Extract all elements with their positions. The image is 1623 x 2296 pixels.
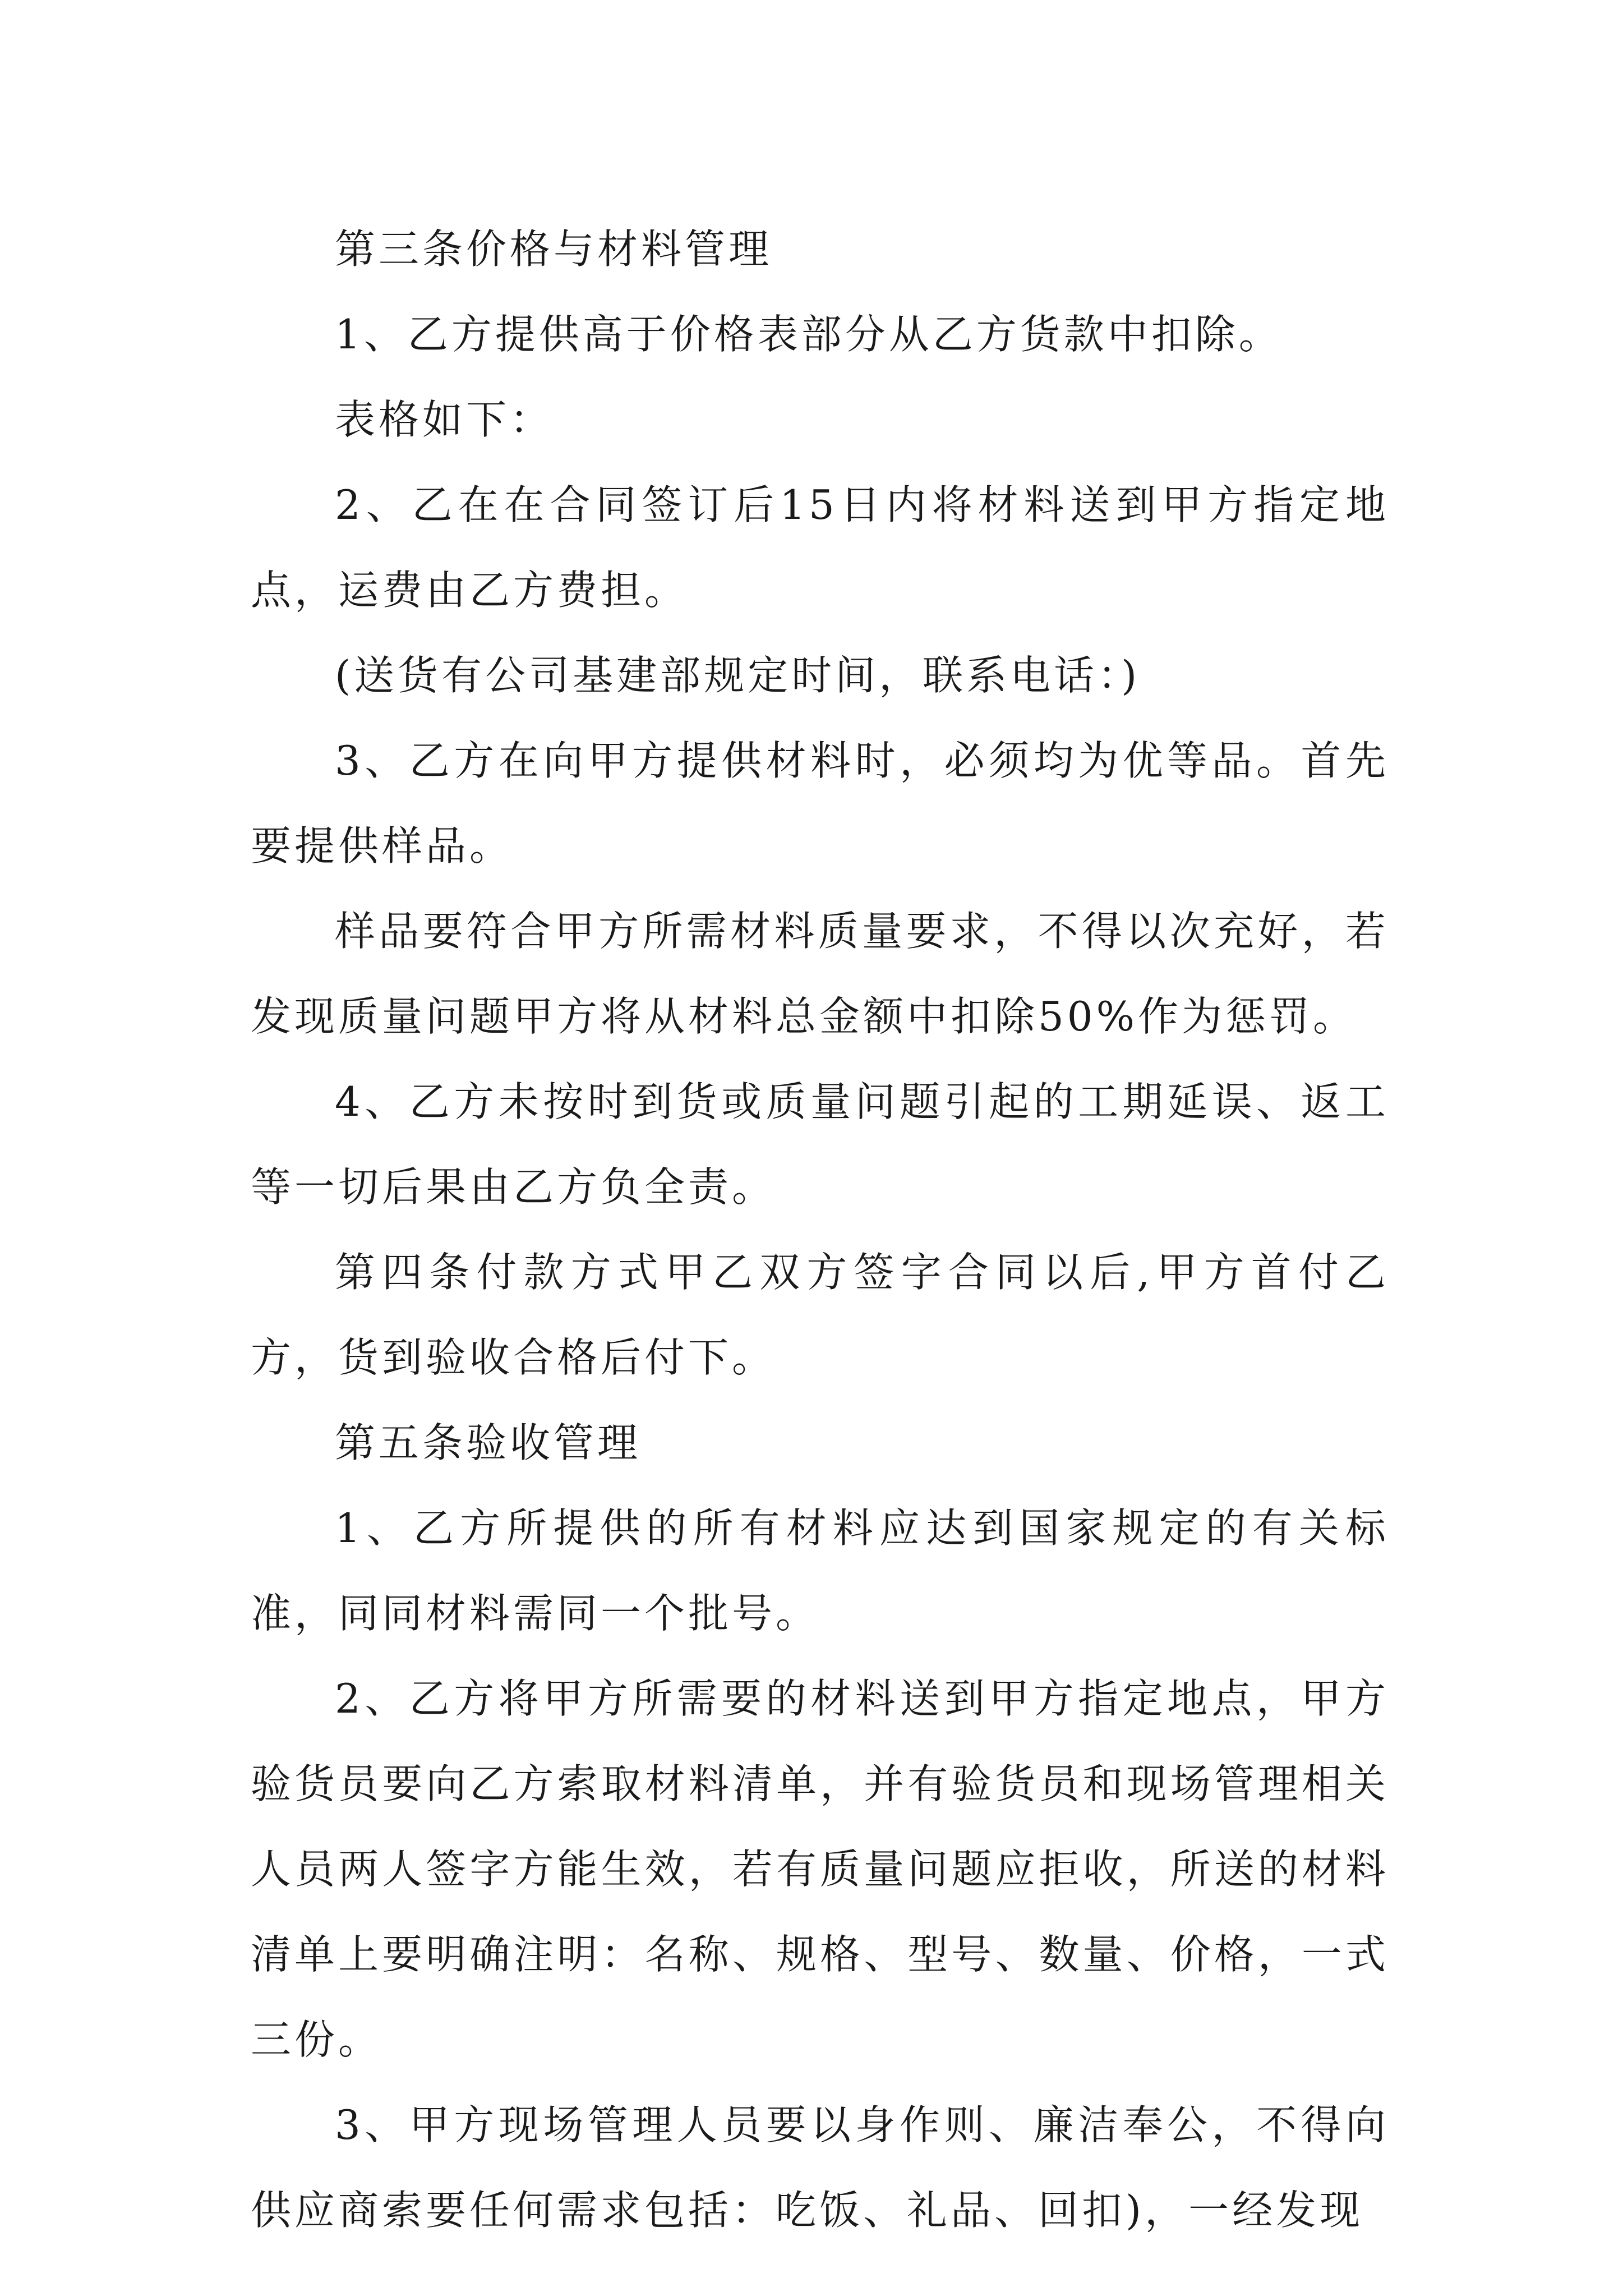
clause-paragraph: 样品要符合甲方所需材料质量要求，不得以次充好，若发现质量问题甲方将从材料总金额中扣除50%作为惩罚。 bbox=[251, 908, 1389, 1040]
clause-paragraph: 3、甲方现场管理人员要以身作则、廉洁奉公，不得向供应商索要任何需求包括：吃饭、礼品、回扣)，一经发现 bbox=[251, 2101, 1389, 2234]
document-body bbox=[251, 206, 1389, 2253]
clause-paragraph: 4、乙方未按时到货或质量问题引起的工期延误、返工等一切后果由乙方负全责。 bbox=[251, 1078, 1389, 1211]
section-heading-acceptance: 第五条验收管理 bbox=[335, 1419, 642, 1466]
clause-paragraph: 2、乙在在合同签订后15日内将材料送到甲方指定地点，运费由乙方费担。 bbox=[251, 481, 1389, 614]
clause-paragraph: 3、乙方在向甲方提供材料时，必须均为优等品。首先要提供样品。 bbox=[251, 737, 1389, 869]
section-heading-payment: 第四条付款方式甲乙双方签字合同以后,甲方首付乙方，货到验收合格后付下。 bbox=[251, 1249, 1389, 1381]
clause-paragraph: 1、乙方所提供的所有材料应达到国家规定的有关标准，同同材料需同一个批号。 bbox=[251, 1504, 1389, 1637]
clause-paragraph: 1、乙方提供高于价格表部分从乙方货款中扣除。 bbox=[335, 311, 1283, 358]
section-heading-price-material: 第三条价格与材料管理 bbox=[335, 226, 773, 273]
clause-paragraph: (送货有公司基建部规定时间，联系电话：) bbox=[335, 652, 1141, 699]
clause-paragraph: 表格如下： bbox=[335, 396, 554, 443]
clause-paragraph: 2、乙方将甲方所需要的材料送到甲方指定地点，甲方验货员要向乙方索取材料清单，并有验货员和现场管理相关人员两人签字方能生效，若有质量问题应拒收，所送的材料清单上要明确注明：名称、规格、型号、数量、价格，一式三份。 bbox=[251, 1675, 1389, 2063]
